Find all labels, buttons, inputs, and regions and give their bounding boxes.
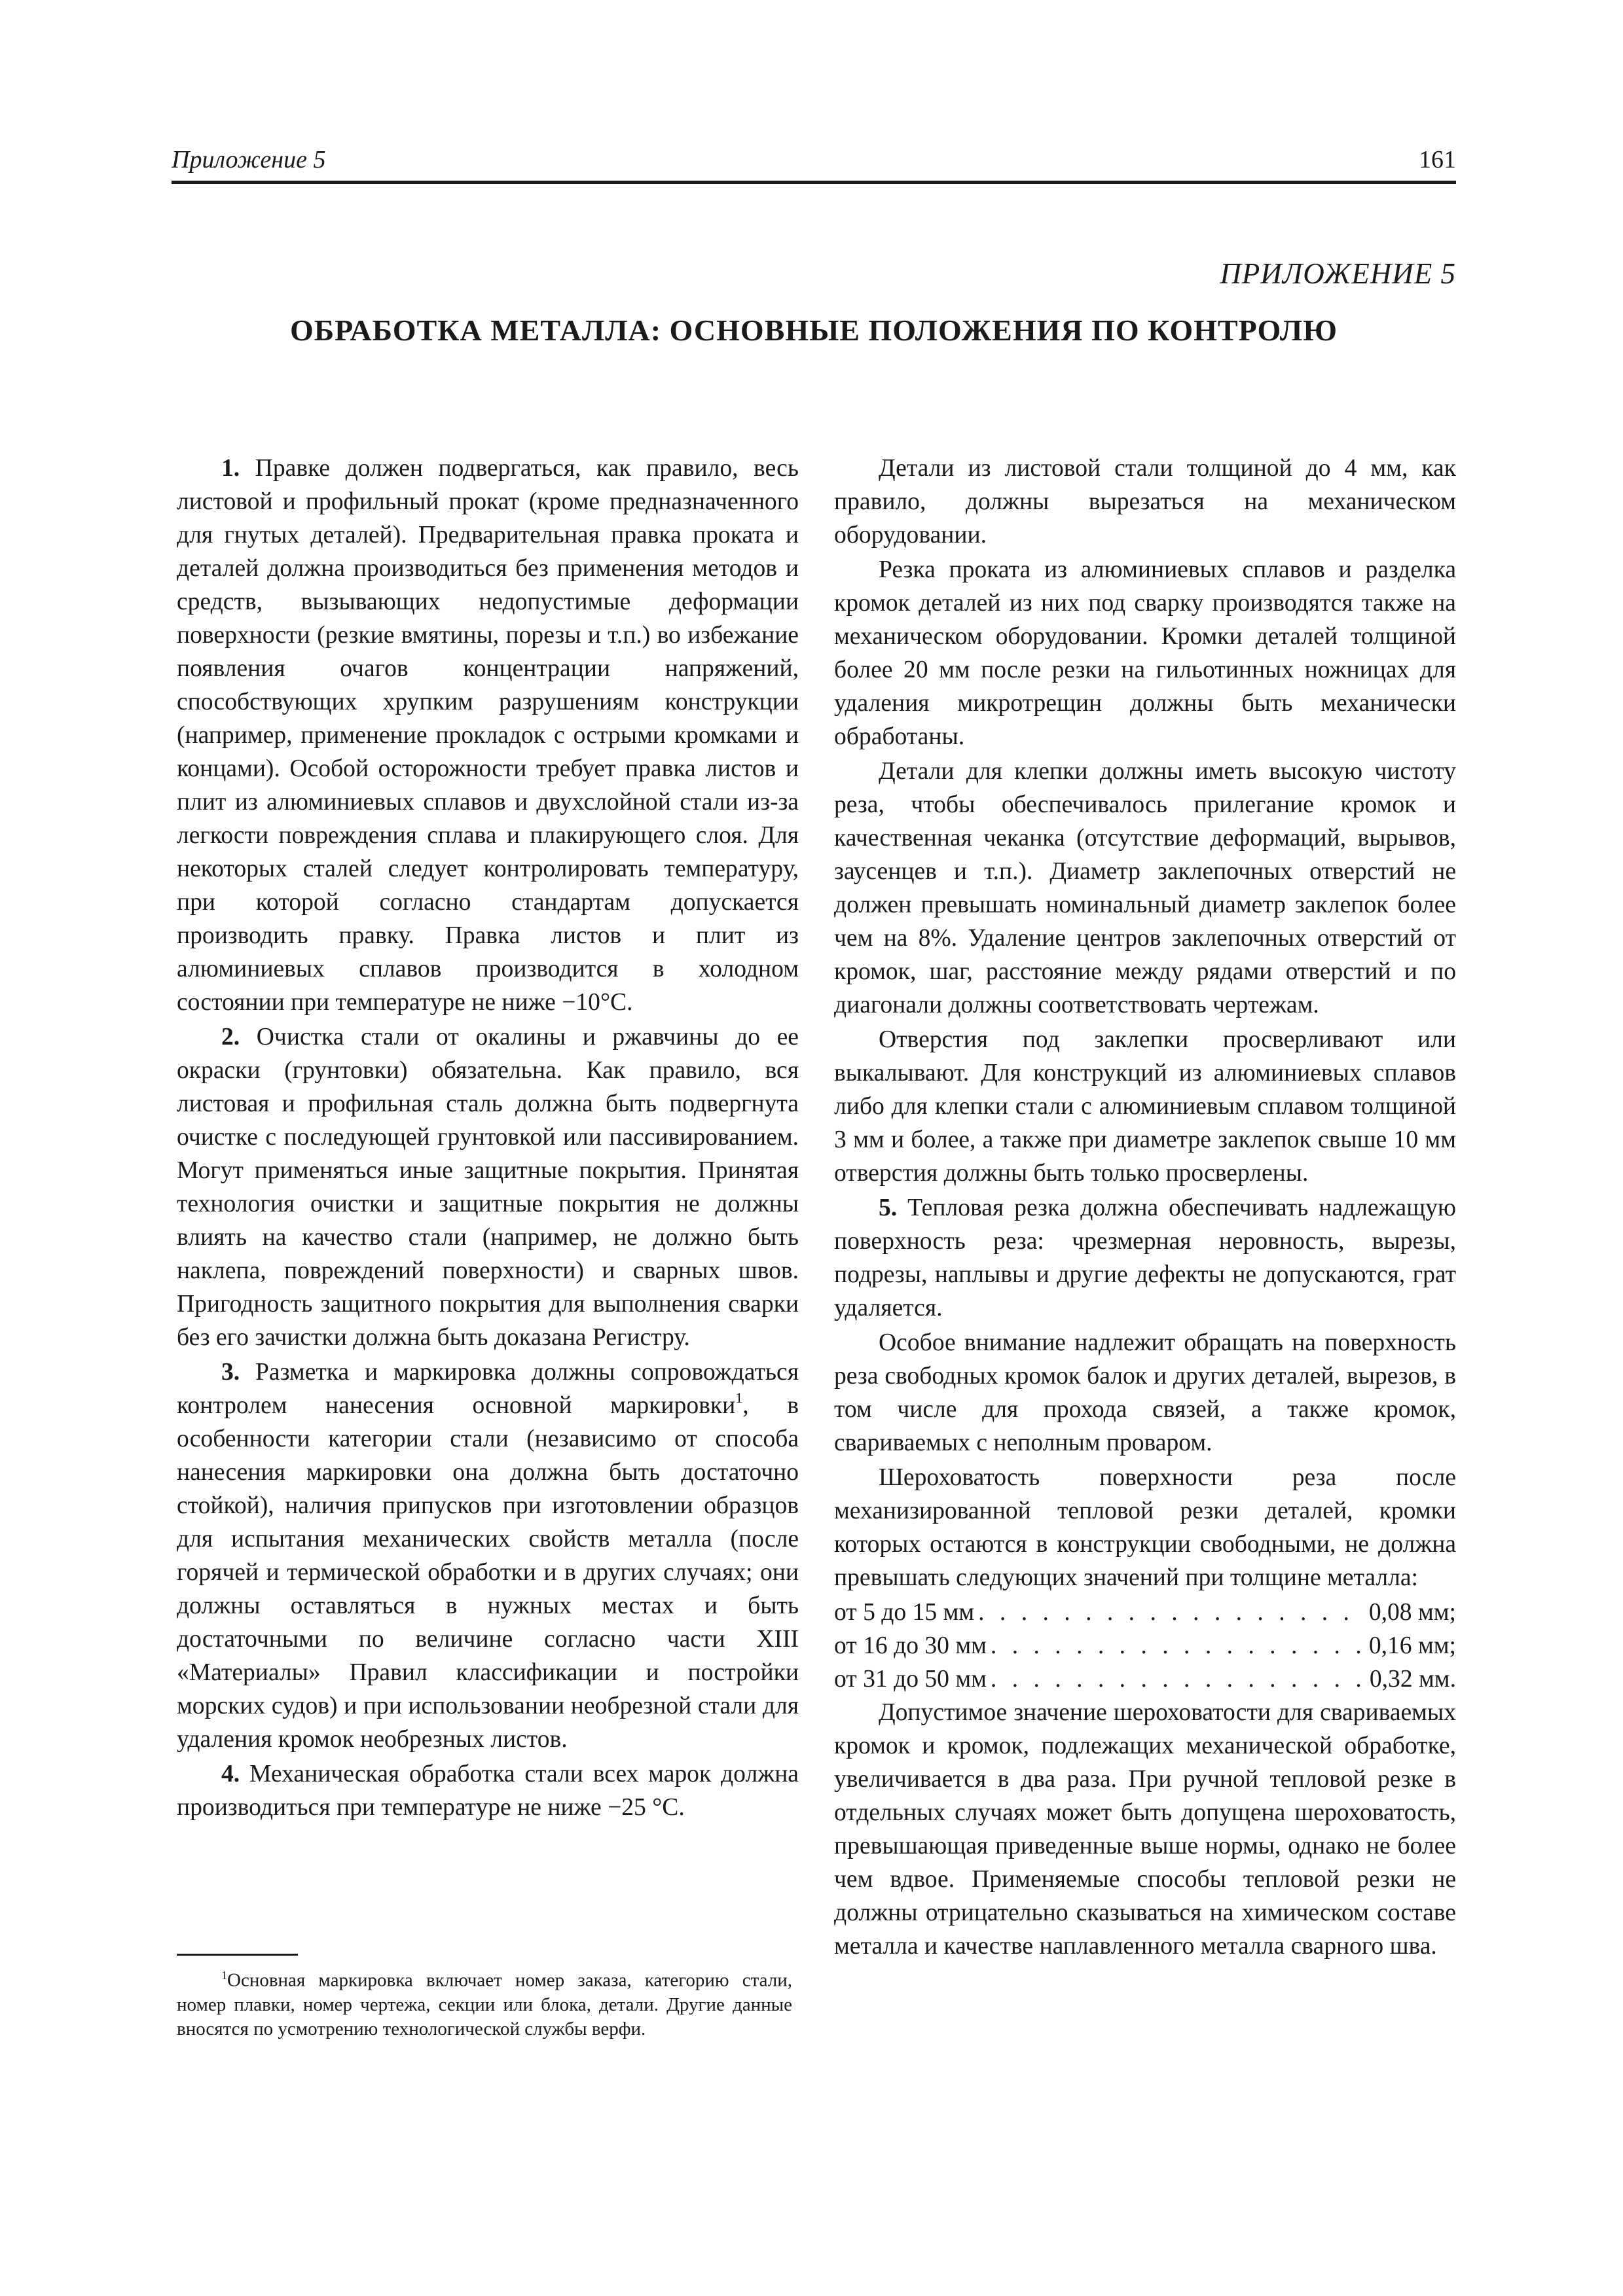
thickness-range: от 5 до 15 мм [834,1599,975,1626]
item-number: 2. [221,1024,240,1050]
item-number: 4. [221,1761,240,1787]
paragraph-text: Механическая обработка стали всех марок должна производиться при температуре не ниже −25 °С. [177,1761,799,1821]
paragraph-r8: Допустимое значение шероховатости для свариваемых кромок и кромок, подлежащих механической обработке, увеличивается в два раза. При ручной тепловой резке в отдельных случаях может быть допущена шероховатость, превышающая приведенные выше нормы, однако не более чем вдвое. Применяемые способы тепловой резки не должны отрицательно сказываться на химическом составе металла и качестве наплавленного металла сварного шва. [834,1699,1456,1960]
paragraph-2 [177,1020,799,1354]
paragraph-r6: Особое внимание надлежит обращать на поверхность реза свободных кромок балок и других деталей, вырезов, в том числе для прохода связей, а также кромок, свариваемых с неполным проваром. [834,1329,1456,1456]
appendix-label: ПРИЛОЖЕНИЕ 5 [1220,257,1456,290]
paragraph-4 [177,1757,799,1824]
paragraph-text: Очистка стали от окалины и ржавчины до ее окраски (грунтовки) обязательна. Как правило, вся листовая и профильная сталь должна быть подвергнута очистке с последующей грунтовкой или пассивированием. Могут применяться иные защитные покрытия. Принятая технология очистки и защитные покрытия не должны влиять на качество стали (например, не должно быть наклепа, повреждений поверхности) и сварных швов. Пригодность защитного покрытия для выполнения сварки без его зачистки должна быть доказана Регистру. [177,1024,799,1351]
roughness-row [834,1629,1456,1662]
roughness-value: 0,08 мм; [1368,1599,1456,1626]
left-column [177,452,799,1825]
item-number: 3. [221,1359,240,1386]
item-number: 1. [221,455,240,482]
footnote-ref: 1 [735,1390,743,1407]
paragraph-text: , в особенности категории стали (независимо от способа нанесения маркировки она должна быть достаточно стойкой), наличия припусков при изготовлении образцов для испытания механических свойств металла (после горячей и термической обработки и в других случаях; они должны оставляться в нужных местах и быть достаточными по величине согласно части XIII «Материалы» Правил классификации и постройки морских судов) и при использовании необрезной стали для удаления кромок необрезных листов. [177,1392,799,1753]
roughness-list [834,1596,1456,1696]
paragraph-text: Правке должен подвергаться, как правило, весь листовой и профильный прокат (кроме предназначенного для гнутых деталей). Предварительная правка проката и деталей должна производиться без применения методов и средств, вызывающих недопустимые деформации поверхности (резкие вмятины, порезы и т.п.) во избежание появления очагов концентрации напряжений, способствующих хрупким разрушениям конструкции (например, применение прокладок с острыми кромками и концами). Особой осторожности требует правка листов и плит из алюминиевых сплавов и двухслойной стали из-за легкости повреждения сплава и плакирующего слоя. Для некоторых сталей следует контролировать температуру, при которой согласно стандартам допускается производить правку. Правка листов и плит из алюминиевых сплавов производится в холодном состоянии при температуре не ниже −10°С. [177,455,799,1016]
running-header [172,143,1456,184]
leader-dots [978,1596,1365,1629]
paragraph-r1: Детали из листовой стали толщиной до 4 мм, как правило, должны вырезаться на механическом оборудовании. [834,455,1456,548]
page-title: ОБРАБОТКА МЕТАЛЛА: ОСНОВНЫЕ ПОЛОЖЕНИЯ ПО КОНТРОЛЮ [289,314,1338,347]
roughness-row [834,1662,1456,1696]
roughness-row [834,1596,1456,1629]
paragraph-1 [177,452,799,1019]
leader-dots [991,1629,1365,1662]
paragraph-r7: Шероховатость поверхности реза после механизированной тепловой резки деталей, кромки которых остаются в конструкции свободными, не должна превышать следующих значений при толщине металла: [834,1464,1456,1591]
paragraph-5 [834,1191,1456,1325]
footnote-text: Основная маркировка включает номер заказа, категорию стали, номер плавки, номер чертежа, секции или блока, детали. Другие данные вносятся по усмотрению технологической службы верфи. [177,1969,792,2039]
paragraph-r2: Резка проката из алюминиевых сплавов и разделка кромок деталей из них под сварку производятся также на механическом оборудовании. Кромки деталей толщиной более 20 мм после резки на гильотинных ножницах для удаления микротрещин должны быть механически обработаны. [834,556,1456,750]
roughness-value: 0,16 мм; [1368,1632,1456,1659]
footnote-mark: 1 [221,1969,227,1982]
paragraph-r3: Детали для клепки должны иметь высокую чистоту реза, чтобы обеспечивалось прилегание кромок и качественная чеканка (отсутствие деформаций, вырывов, заусенцев и т.п.). Диаметр заклепочных отверстий не должен превышать номинальный диаметр заклепок более чем на 8%. Удаление центров заклепочных отверстий от кромок, шаг, расстояние между рядами отверстий и по диагонали должны соответствовать чертежам. [834,758,1456,1018]
thickness-range: от 31 до 50 мм [834,1666,987,1693]
item-number: 5. [879,1194,898,1221]
footnote [177,1964,792,2041]
right-column [834,452,1456,1964]
footnote-divider [177,1954,298,1956]
roughness-value: 0,32 мм. [1369,1666,1456,1693]
paragraph-3 [177,1355,799,1756]
paragraph-text: Тепловая резка должна обеспечивать надлежащую поверхность реза: чрезмерная неровность, вырезы, подрезы, наплывы и другие дефекты не допускаются, грат удаляется. [834,1194,1456,1321]
paragraph-text: Разметка и маркировка должны сопровождаться контролем нанесения основной маркировки [177,1359,799,1419]
leader-dots [991,1662,1366,1696]
paragraph-r4: Отверстия под заклепки просверливают или выкалывают. Для конструкций из алюминиевых сплавов либо для клепки стали с алюминиевым сплавом толщиной 3 мм и более, а также при диаметре заклепок свыше 10 мм отверстия должны быть только просверлены. [834,1026,1456,1187]
page-number: 161 [1419,146,1456,173]
thickness-range: от 16 до 30 мм [834,1632,987,1659]
running-title: Приложение 5 [172,146,326,173]
